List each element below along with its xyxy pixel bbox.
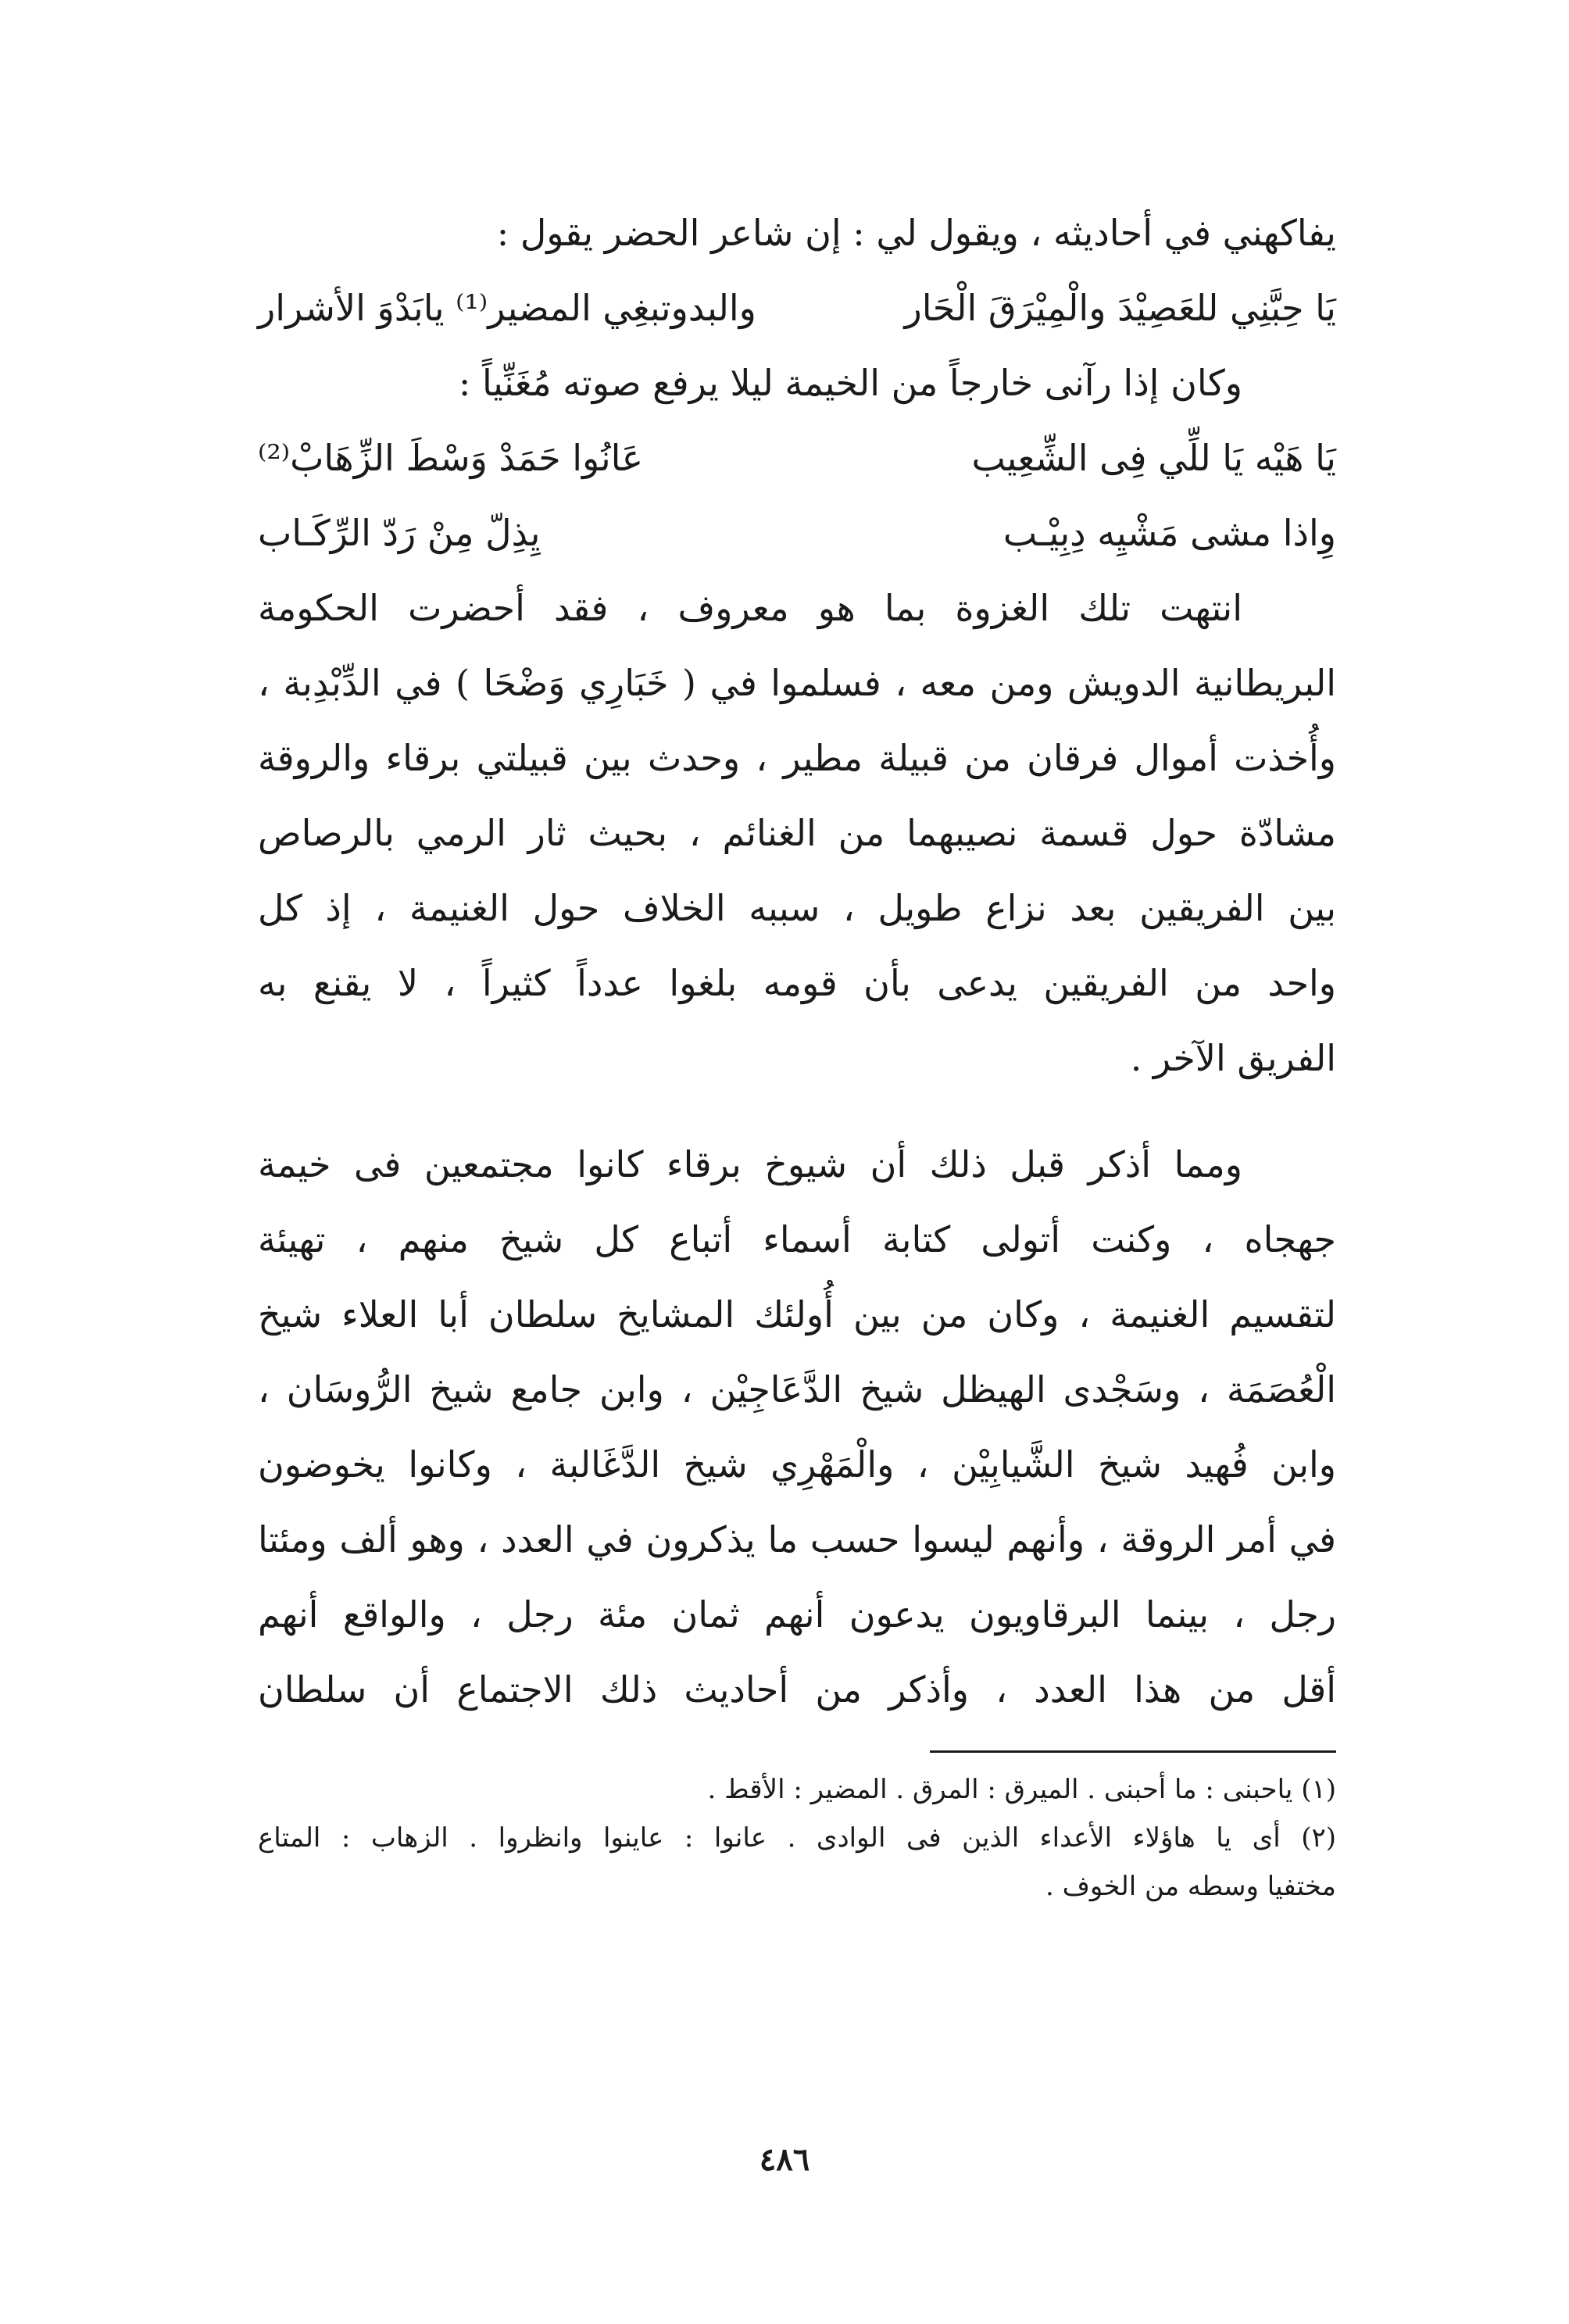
text-line: أقل من هذا العدد ، وأذكر من أحاديث ذلك الاجتماع أن سلطان	[258, 1668, 1336, 1711]
text-line: وأُخذت أموال فرقان من قبيلة مطير ، وحدث بين قبيلتي برقاء والروقة	[258, 737, 1336, 779]
footnote: (٢) أى يا هاؤلاء الأعداء الذين فى الوادى . عانوا : عاينوا وانظروا . الزهاب : المتاع	[258, 1822, 1336, 1854]
page-number: ٤٨٦	[759, 2141, 810, 2178]
text-line: رجل ، بينما البرقاويون يدعون أنهم ثمان مئة رجل ، والواقع أنهم	[258, 1593, 1336, 1636]
poem-hemistich-first: يَا هَيْه يَا للِّي فِى الشِّعِيب	[971, 437, 1336, 479]
text-line: بين الفريقين بعد نزاع طويل ، سببه الخلاف حول الغنيمة ، إذ كل	[258, 887, 1336, 929]
text-line: وابن فُهيد شيخ الشَّيابِيْن ، والْمَهْرِي شيخ الدَّغَالبة ، وكانوا يخوضون	[258, 1443, 1336, 1486]
text-line: الْعُصَمَة ، وسَجْدى الهيظل شيخ الدَّعَاجِيْن ، وابن جامع شيخ الرُّوسَان ،	[258, 1368, 1336, 1410]
poem-block-1	[258, 270, 1336, 345]
text-line: انتهت تلك الغزوة بما هو معروف ، فقد أحضرت الحكومة	[258, 587, 1242, 629]
paragraph-gap	[258, 1096, 1336, 1127]
poem-block-2	[258, 420, 1336, 570]
intro-block	[258, 195, 1336, 270]
poem-verse	[258, 270, 1336, 345]
text-line: الفريق الآخر .	[1130, 1037, 1336, 1079]
poem-hemistich-first: يَا حِبَّنِي للعَصِيْدَ والْمِيْرَقَ الْحَار	[904, 287, 1336, 329]
page-body	[258, 195, 1336, 1911]
text-line: وكان إذا رآنى خارجاً من الخيمة ليلا يرفع صوته مُغَنِّياً :	[458, 362, 1242, 404]
poem-hemistich-second: والبدوتبغِي المضير⁽¹⁾ يابَدْوَ الأشرار	[258, 287, 756, 329]
poem-hemistich-second: عَانُوا حَمَدْ وَسْطَ الزِّهَابْ⁽²⁾	[258, 437, 644, 479]
poem-verse	[258, 420, 1336, 495]
paragraph-1	[258, 570, 1336, 1096]
text-line: لتقسيم الغنيمة ، وكان من بين أُولئك المشايخ سلطان أبا العلاء شيخ	[258, 1293, 1336, 1335]
footnote: (١) ياحبنى : ما أحبنى . الميرق : المرق . المضير : الأقط .	[707, 1774, 1336, 1805]
footnotes	[258, 1765, 1336, 1911]
poem-hemistich-second: يِذِلّ مِنْ رَدّ الرِّكَـاب	[258, 512, 541, 554]
text-line: يفاكهني في أحاديثه ، ويقول لي : إن شاعر الحضر يقول :	[496, 212, 1336, 254]
footnote-divider	[930, 1750, 1336, 1753]
footnote-continuation: مختفيا وسطه من الخوف .	[1045, 1871, 1336, 1902]
poem-verse	[258, 495, 1336, 570]
text-line: واحد من الفريقين يدعى بأن قومه بلغوا عدداً كثيراً ، لا يقنع به	[258, 962, 1336, 1004]
text-line: جهجاه ، وكنت أتولى كتابة أسماء أتباع كل شيخ منهم ، تهيئة	[258, 1218, 1336, 1260]
mid-block	[258, 345, 1336, 420]
text-line: ومما أذكر قبل ذلك أن شيوخ برقاء كانوا مجتمعين فى خيمة	[258, 1143, 1242, 1185]
text-line: مشادّة حول قسمة نصيبهما من الغنائم ، بحيث ثار الرمي بالرصاص	[258, 812, 1336, 854]
poem-hemistich-first: وِاذا مشى مَشْيِه دِبِيْـب	[1003, 512, 1336, 554]
text-line: في أمر الروقة ، وأنهم ليسوا حسب ما يذكرون في العدد ، وهو ألف ومئتا	[258, 1518, 1336, 1561]
paragraph-2	[258, 1127, 1336, 1727]
text-line: البريطانية الدويش ومن معه ، فسلموا في ( خَبَارِي وَضْحَا ) في الدِّبْدِبة ،	[258, 662, 1336, 704]
